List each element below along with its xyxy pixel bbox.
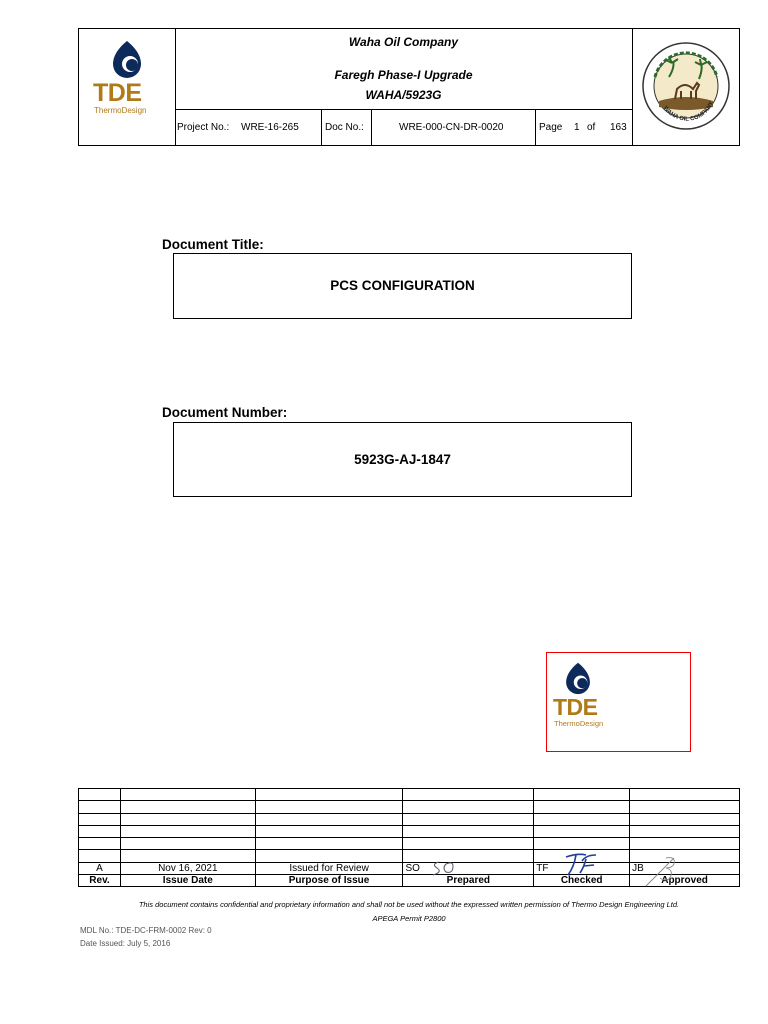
document-title: PCS CONFIGURATION [330, 278, 475, 293]
approved-cell [630, 862, 740, 874]
revision-header-row [79, 875, 740, 887]
confidential-notice: This document contains confidential and proprietary information and shall not be used without the expressed written permission of Thermo Design Engineering Ltd. [138, 900, 680, 909]
prepared-header: Prepared [403, 875, 534, 887]
rev-header: Rev. [79, 875, 121, 887]
table-row [79, 850, 740, 862]
page-total: 163 [610, 122, 627, 133]
doc-no-value: WRE-000-CN-DR-0020 [399, 122, 504, 133]
checked-cell [534, 862, 630, 874]
project-title: Faregh Phase-I Upgrade [334, 68, 473, 82]
table-row [79, 825, 740, 837]
tde-logo-stamp-text: TDE [553, 694, 598, 720]
approved-header: Approved [630, 875, 740, 887]
rev-cell: A [79, 862, 121, 874]
approved-initials: JB [632, 862, 644, 874]
document-number-label: Document Number: [162, 405, 288, 420]
page-of: of [587, 122, 596, 133]
doc-no-label: Doc No.: [325, 122, 364, 133]
table-row [79, 789, 740, 801]
document-title-label: Document Title: [162, 237, 264, 252]
project-code: WAHA/5923G [365, 88, 442, 102]
table-row [79, 838, 740, 850]
prepared-cell [403, 862, 534, 874]
page-label: Page [539, 122, 563, 133]
tde-drop-icon [561, 661, 595, 695]
mdl-number: MDL No.: TDE-DC-FRM-0002 Rev: 0 [80, 926, 212, 935]
approved-signature [644, 854, 684, 888]
company-name: Waha Oil Company [348, 35, 459, 49]
document-number-box [173, 422, 632, 497]
tde-drop-icon [107, 39, 147, 79]
purpose-cell: Issued for Review [255, 862, 403, 874]
page-number: 1 [574, 122, 580, 133]
tde-logo-text: TDE [93, 79, 142, 107]
table-row [79, 801, 740, 813]
checked-header: Checked [534, 875, 630, 887]
issue-date-cell: Nov 16, 2021 [120, 862, 255, 874]
header-title-block [175, 29, 632, 145]
prepared-signature [429, 858, 463, 876]
issue-date-header: Issue Date [120, 875, 255, 887]
project-no-label: Project No.: [177, 122, 230, 133]
tde-logo-stamp [553, 661, 623, 741]
prepared-initials: SO [405, 862, 420, 874]
stamp-logo-box [546, 652, 691, 752]
checked-signature [562, 851, 602, 877]
purpose-header: Purpose of Issue [255, 875, 403, 887]
table-row [79, 813, 740, 825]
revision-table [78, 788, 740, 887]
header-seal-cell [632, 29, 740, 145]
seal-text: WAHA OIL COMPANY [661, 100, 716, 123]
apega-permit: APEGA Permit P2800 [372, 914, 446, 923]
tde-logo [93, 39, 163, 139]
date-issued: Date Issued: July 5, 2016 [80, 939, 171, 948]
project-no-value: WRE-16-265 [241, 122, 299, 133]
revision-row [79, 862, 740, 874]
waha-seal-icon [641, 41, 731, 131]
tde-logo-subtext: ThermoDesign [94, 106, 147, 115]
header-logo-cell [79, 29, 176, 145]
tde-logo-stamp-subtext: ThermoDesign [554, 719, 604, 728]
document-number: 5923G-AJ-1847 [354, 452, 451, 467]
checked-initials: TF [536, 862, 549, 874]
header-table [78, 28, 740, 146]
document-title-box [173, 253, 632, 319]
